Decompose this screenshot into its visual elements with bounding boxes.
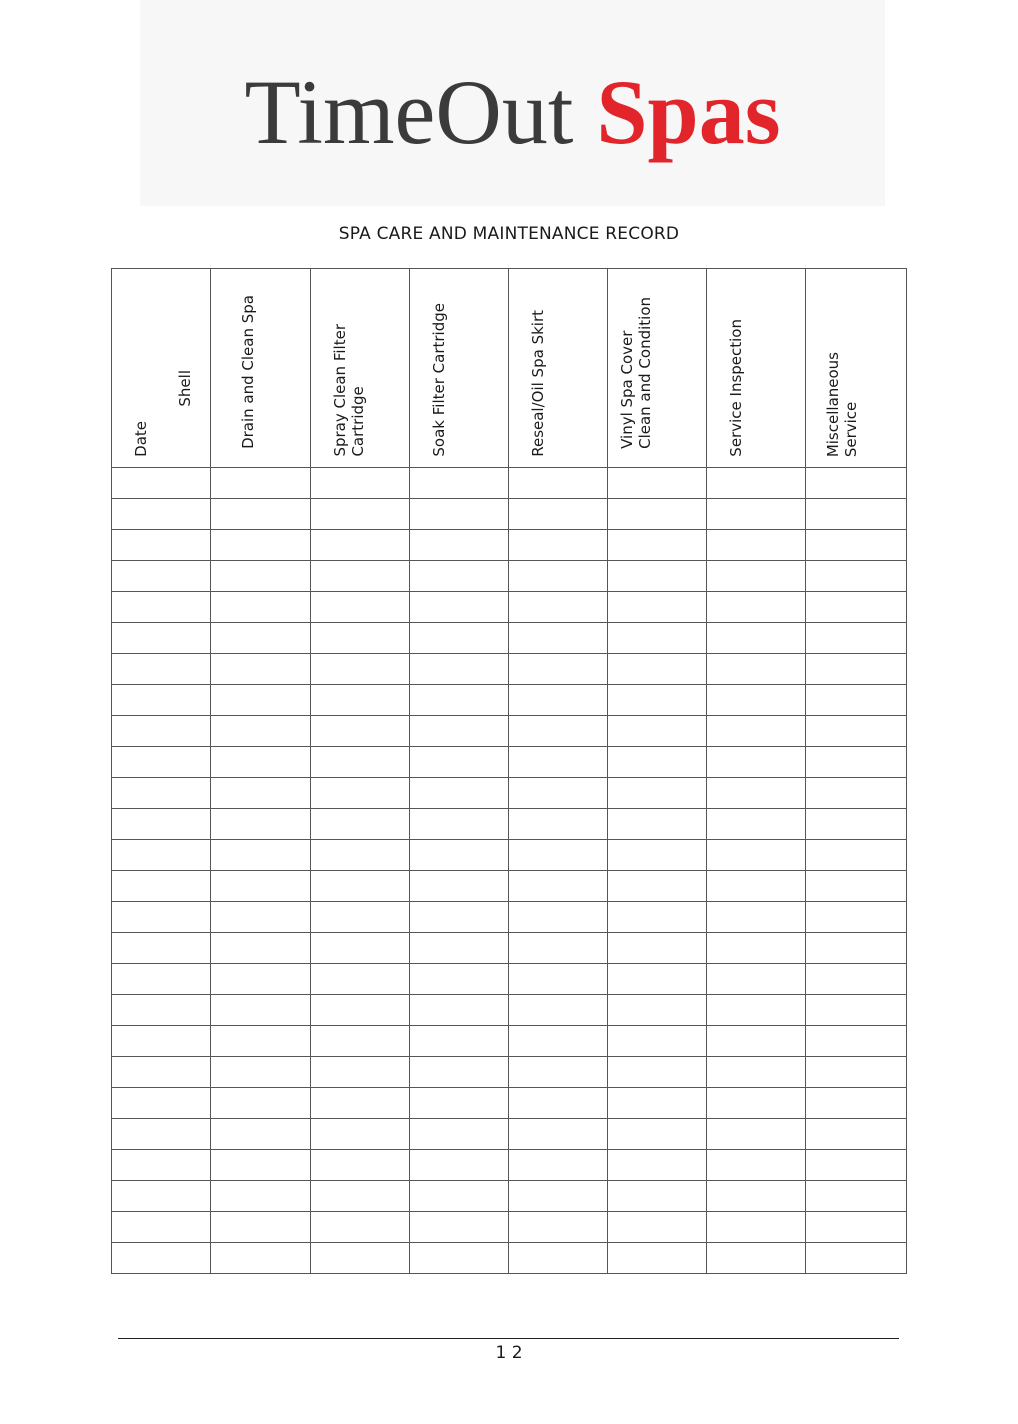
entry-cell[interactable]: [410, 1150, 509, 1181]
table-row: [112, 1119, 907, 1150]
entry-cell[interactable]: [806, 995, 907, 1026]
entry-cell[interactable]: [608, 654, 707, 685]
header-vinyl-cover: [608, 269, 707, 468]
entry-cell[interactable]: [410, 871, 509, 902]
entry-cell[interactable]: [509, 592, 608, 623]
entry-cell[interactable]: [707, 995, 806, 1026]
logo-banner: [140, 0, 885, 206]
entry-cell[interactable]: [707, 1181, 806, 1212]
entry-cell[interactable]: [311, 1057, 410, 1088]
entry-cell[interactable]: [211, 840, 311, 871]
entry-cell[interactable]: [509, 623, 608, 654]
entry-cell[interactable]: [707, 561, 806, 592]
table-row: [112, 902, 907, 933]
header-spray-clean-label: Spray Clean Filter Cartridge: [331, 324, 367, 457]
entry-cell[interactable]: [509, 654, 608, 685]
entry-cell[interactable]: [112, 468, 211, 499]
entry-cell[interactable]: [112, 685, 211, 716]
entry-cell[interactable]: [806, 654, 907, 685]
header-reseal-skirt: [509, 269, 608, 468]
table-row: [112, 747, 907, 778]
entry-cell[interactable]: [509, 1243, 608, 1274]
entry-cell[interactable]: [707, 685, 806, 716]
entry-cell[interactable]: [707, 468, 806, 499]
entry-cell[interactable]: [112, 1181, 211, 1212]
entry-cell[interactable]: [410, 902, 509, 933]
entry-cell[interactable]: [509, 871, 608, 902]
entry-cell[interactable]: [608, 1150, 707, 1181]
table-row: [112, 499, 907, 530]
entry-cell[interactable]: [509, 1026, 608, 1057]
entry-cell[interactable]: [806, 468, 907, 499]
entry-cell[interactable]: [211, 964, 311, 995]
entry-cell[interactable]: [707, 1119, 806, 1150]
entry-cell[interactable]: [112, 964, 211, 995]
entry-cell[interactable]: [806, 1212, 907, 1243]
table-row: [112, 964, 907, 995]
entry-cell[interactable]: [211, 592, 311, 623]
entry-cell[interactable]: [509, 995, 608, 1026]
entry-cell[interactable]: [410, 623, 509, 654]
entry-cell[interactable]: [211, 1181, 311, 1212]
entry-cell[interactable]: [112, 1026, 211, 1057]
entry-cell[interactable]: [211, 623, 311, 654]
entry-cell[interactable]: [707, 871, 806, 902]
entry-cell[interactable]: [707, 840, 806, 871]
table-row: [112, 778, 907, 809]
entry-cell[interactable]: [608, 1026, 707, 1057]
entry-cell[interactable]: [410, 995, 509, 1026]
entry-cell[interactable]: [806, 933, 907, 964]
entry-cell[interactable]: [806, 1057, 907, 1088]
entry-cell[interactable]: [112, 623, 211, 654]
entry-cell[interactable]: [608, 933, 707, 964]
entry-cell[interactable]: [311, 995, 410, 1026]
entry-cell[interactable]: [509, 468, 608, 499]
entry-cell[interactable]: [211, 530, 311, 561]
entry-cell[interactable]: [608, 809, 707, 840]
entry-cell[interactable]: [707, 902, 806, 933]
entry-cell[interactable]: [509, 809, 608, 840]
entry-cell[interactable]: [509, 1181, 608, 1212]
entry-cell[interactable]: [608, 1088, 707, 1119]
entry-cell[interactable]: [410, 1243, 509, 1274]
entry-cell[interactable]: [112, 871, 211, 902]
entry-cell[interactable]: [509, 1150, 608, 1181]
entry-cell[interactable]: [509, 964, 608, 995]
entry-cell[interactable]: [806, 1119, 907, 1150]
table-row: [112, 623, 907, 654]
entry-cell[interactable]: [608, 592, 707, 623]
entry-cell[interactable]: [608, 530, 707, 561]
entry-cell[interactable]: [608, 747, 707, 778]
entry-cell[interactable]: [311, 1026, 410, 1057]
entry-cell[interactable]: [112, 1088, 211, 1119]
entry-cell[interactable]: [112, 840, 211, 871]
entry-cell[interactable]: [509, 685, 608, 716]
entry-cell[interactable]: [211, 561, 311, 592]
entry-cell[interactable]: [707, 809, 806, 840]
entry-cell[interactable]: [608, 1057, 707, 1088]
entry-cell[interactable]: [410, 530, 509, 561]
header-date: Date: [132, 421, 150, 457]
header-date-shell: [112, 269, 211, 468]
header-misc-service: [806, 269, 907, 468]
entry-cell[interactable]: [806, 1026, 907, 1057]
entry-cell[interactable]: [608, 840, 707, 871]
entry-cell[interactable]: [410, 1119, 509, 1150]
entry-cell[interactable]: [410, 685, 509, 716]
entry-cell[interactable]: [311, 747, 410, 778]
record-body: [112, 468, 907, 1274]
entry-cell[interactable]: [707, 592, 806, 623]
entry-cell[interactable]: [211, 468, 311, 499]
table-row: [112, 809, 907, 840]
entry-cell[interactable]: [509, 499, 608, 530]
entry-cell[interactable]: [410, 840, 509, 871]
entry-cell[interactable]: [707, 716, 806, 747]
entry-cell[interactable]: [112, 1119, 211, 1150]
entry-cell[interactable]: [311, 871, 410, 902]
table-row: [112, 592, 907, 623]
entry-cell[interactable]: [509, 716, 608, 747]
entry-cell[interactable]: [410, 1057, 509, 1088]
header-vinyl-cover-label: Vinyl Spa Cover Clean and Condition: [618, 297, 654, 449]
entry-cell[interactable]: [211, 499, 311, 530]
header-misc-service-label: Miscellaneous Service: [824, 351, 860, 457]
table-row: [112, 468, 907, 499]
company-logo: [140, 62, 885, 162]
entry-cell[interactable]: [311, 623, 410, 654]
entry-cell[interactable]: [410, 592, 509, 623]
entry-cell[interactable]: [707, 1057, 806, 1088]
entry-cell[interactable]: [211, 809, 311, 840]
entry-cell[interactable]: [707, 1243, 806, 1274]
entry-cell[interactable]: [509, 1057, 608, 1088]
header-service-inspection-label: Service Inspection: [727, 319, 745, 457]
table-row: [112, 1057, 907, 1088]
entry-cell[interactable]: [806, 809, 907, 840]
table-row: [112, 1181, 907, 1212]
entry-cell[interactable]: [806, 747, 907, 778]
entry-cell[interactable]: [112, 654, 211, 685]
entry-cell[interactable]: [311, 1181, 410, 1212]
entry-cell[interactable]: [311, 809, 410, 840]
entry-cell[interactable]: [311, 840, 410, 871]
entry-cell[interactable]: [509, 778, 608, 809]
entry-cell[interactable]: [211, 871, 311, 902]
table-row: [112, 933, 907, 964]
entry-cell[interactable]: [707, 1088, 806, 1119]
entry-cell[interactable]: [410, 1181, 509, 1212]
table-row: [112, 1243, 907, 1274]
entry-cell[interactable]: [211, 1119, 311, 1150]
entry-cell[interactable]: [410, 1088, 509, 1119]
entry-cell[interactable]: [608, 778, 707, 809]
logo-word-spas: Spas: [596, 61, 781, 163]
header-reseal-skirt-label: Reseal/Oil Spa Skirt: [529, 310, 547, 457]
entry-cell[interactable]: [509, 530, 608, 561]
table-row: [112, 1088, 907, 1119]
table-row: [112, 1026, 907, 1057]
entry-cell[interactable]: [806, 623, 907, 654]
entry-cell[interactable]: [707, 933, 806, 964]
entry-cell[interactable]: [806, 902, 907, 933]
entry-cell[interactable]: [608, 964, 707, 995]
entry-cell[interactable]: [311, 654, 410, 685]
entry-cell[interactable]: [410, 1026, 509, 1057]
table-row: [112, 871, 907, 902]
entry-cell[interactable]: [311, 1243, 410, 1274]
entry-cell[interactable]: [707, 1026, 806, 1057]
entry-cell[interactable]: [608, 716, 707, 747]
table-row: [112, 561, 907, 592]
entry-cell[interactable]: [211, 1057, 311, 1088]
entry-cell[interactable]: [509, 840, 608, 871]
entry-cell[interactable]: [806, 530, 907, 561]
entry-cell[interactable]: [112, 499, 211, 530]
entry-cell[interactable]: [211, 778, 311, 809]
entry-cell[interactable]: [112, 1057, 211, 1088]
entry-cell[interactable]: [410, 778, 509, 809]
header-soak-filter: [410, 269, 509, 468]
entry-cell[interactable]: [410, 964, 509, 995]
entry-cell[interactable]: [112, 809, 211, 840]
entry-cell[interactable]: [112, 561, 211, 592]
footer-rule: [118, 1338, 899, 1339]
table-row: [112, 685, 907, 716]
entry-cell[interactable]: [608, 499, 707, 530]
entry-cell[interactable]: [311, 964, 410, 995]
entry-cell[interactable]: [112, 747, 211, 778]
entry-cell[interactable]: [112, 933, 211, 964]
entry-cell[interactable]: [608, 561, 707, 592]
entry-cell[interactable]: [608, 623, 707, 654]
entry-cell[interactable]: [608, 1212, 707, 1243]
entry-cell[interactable]: [509, 902, 608, 933]
entry-cell[interactable]: [806, 561, 907, 592]
entry-cell[interactable]: [608, 902, 707, 933]
entry-cell[interactable]: [211, 1026, 311, 1057]
entry-cell[interactable]: [211, 1150, 311, 1181]
entry-cell[interactable]: [410, 809, 509, 840]
entry-cell[interactable]: [410, 654, 509, 685]
entry-cell[interactable]: [311, 1088, 410, 1119]
entry-cell[interactable]: [707, 654, 806, 685]
entry-cell[interactable]: [311, 530, 410, 561]
header-drain-clean-label: Drain and Clean Spa: [239, 295, 257, 449]
entry-cell[interactable]: [608, 1181, 707, 1212]
entry-cell[interactable]: [806, 1150, 907, 1181]
entry-cell[interactable]: [112, 530, 211, 561]
entry-cell[interactable]: [410, 933, 509, 964]
entry-cell[interactable]: [608, 468, 707, 499]
entry-cell[interactable]: [707, 778, 806, 809]
entry-cell[interactable]: [211, 995, 311, 1026]
entry-cell[interactable]: [608, 995, 707, 1026]
page-number: 1 2: [495, 1343, 523, 1363]
table-row: [112, 840, 907, 871]
entry-cell[interactable]: [410, 561, 509, 592]
entry-cell[interactable]: [410, 468, 509, 499]
entry-cell[interactable]: [608, 871, 707, 902]
maintenance-record-table: [111, 268, 907, 1274]
table-row: [112, 1212, 907, 1243]
entry-cell[interactable]: [608, 1243, 707, 1274]
entry-cell[interactable]: [707, 1212, 806, 1243]
entry-cell[interactable]: [806, 716, 907, 747]
entry-cell[interactable]: [707, 964, 806, 995]
entry-cell[interactable]: [311, 592, 410, 623]
entry-cell[interactable]: [211, 902, 311, 933]
entry-cell[interactable]: [806, 840, 907, 871]
entry-cell[interactable]: [211, 685, 311, 716]
entry-cell[interactable]: [311, 933, 410, 964]
entry-cell[interactable]: [707, 1150, 806, 1181]
entry-cell[interactable]: [707, 623, 806, 654]
entry-cell[interactable]: [112, 716, 211, 747]
entry-cell[interactable]: [410, 1212, 509, 1243]
entry-cell[interactable]: [112, 1150, 211, 1181]
entry-cell[interactable]: [806, 871, 907, 902]
header-drain-clean: [211, 269, 311, 468]
entry-cell[interactable]: [211, 1088, 311, 1119]
entry-cell[interactable]: [211, 654, 311, 685]
entry-cell[interactable]: [311, 685, 410, 716]
entry-cell[interactable]: [311, 499, 410, 530]
document-title: SPA CARE AND MAINTENANCE RECORD: [338, 224, 680, 244]
entry-cell[interactable]: [509, 933, 608, 964]
entry-cell[interactable]: [608, 685, 707, 716]
table-row: [112, 530, 907, 561]
entry-cell[interactable]: [112, 778, 211, 809]
entry-cell[interactable]: [311, 716, 410, 747]
entry-cell[interactable]: [211, 1243, 311, 1274]
entry-cell[interactable]: [509, 1119, 608, 1150]
entry-cell[interactable]: [509, 747, 608, 778]
header-row: [112, 269, 907, 468]
entry-cell[interactable]: [707, 530, 806, 561]
entry-cell[interactable]: [509, 1212, 608, 1243]
entry-cell[interactable]: [311, 1150, 410, 1181]
header-shell: Shell: [176, 370, 194, 407]
entry-cell[interactable]: [806, 964, 907, 995]
entry-cell[interactable]: [509, 561, 608, 592]
entry-cell[interactable]: [311, 468, 410, 499]
entry-cell[interactable]: [806, 778, 907, 809]
header-soak-filter-label: Soak Filter Cartridge: [430, 303, 448, 457]
table-row: [112, 716, 907, 747]
entry-cell[interactable]: [806, 685, 907, 716]
entry-cell[interactable]: [311, 561, 410, 592]
entry-cell[interactable]: [410, 716, 509, 747]
entry-cell[interactable]: [112, 1212, 211, 1243]
table-row: [112, 995, 907, 1026]
entry-cell[interactable]: [211, 933, 311, 964]
entry-cell[interactable]: [806, 1088, 907, 1119]
entry-cell[interactable]: [311, 1212, 410, 1243]
entry-cell[interactable]: [211, 747, 311, 778]
entry-cell[interactable]: [707, 747, 806, 778]
entry-cell[interactable]: [509, 1088, 608, 1119]
entry-cell[interactable]: [410, 747, 509, 778]
table-row: [112, 654, 907, 685]
entry-cell[interactable]: [311, 778, 410, 809]
header-spray-clean: [311, 269, 410, 468]
entry-cell[interactable]: [806, 1181, 907, 1212]
entry-cell[interactable]: [410, 499, 509, 530]
entry-cell[interactable]: [806, 592, 907, 623]
entry-cell[interactable]: [806, 1243, 907, 1274]
entry-cell[interactable]: [211, 1212, 311, 1243]
entry-cell[interactable]: [112, 995, 211, 1026]
entry-cell[interactable]: [707, 499, 806, 530]
entry-cell[interactable]: [608, 1119, 707, 1150]
entry-cell[interactable]: [806, 499, 907, 530]
entry-cell[interactable]: [211, 716, 311, 747]
entry-cell[interactable]: [112, 1243, 211, 1274]
header-service-inspection: [707, 269, 806, 468]
table-row: [112, 1150, 907, 1181]
entry-cell[interactable]: [112, 902, 211, 933]
logo-word-timeout: TimeOut: [244, 61, 574, 163]
entry-cell[interactable]: [311, 902, 410, 933]
entry-cell[interactable]: [311, 1119, 410, 1150]
entry-cell[interactable]: [112, 592, 211, 623]
